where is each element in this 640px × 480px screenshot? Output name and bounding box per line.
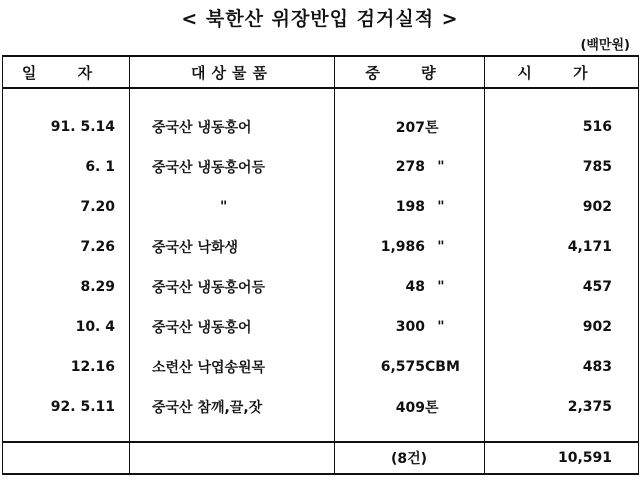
- table-row: [3, 227, 639, 267]
- row-qty-number: 1,986: [380, 239, 425, 255]
- total-value: 10,591: [485, 442, 639, 474]
- row-item: ": [130, 187, 335, 227]
- row-qty-number: 278: [395, 159, 425, 175]
- row-qty-unit: ": [437, 239, 445, 255]
- row-date: 8.29: [3, 267, 130, 307]
- unit-label: (백만원): [580, 38, 630, 53]
- row-qty-unit: ": [437, 199, 445, 215]
- row-qty: [335, 227, 485, 267]
- row-qty-unit: ": [437, 159, 445, 175]
- total-count: (8건): [335, 442, 485, 474]
- table-spacer-row: [3, 88, 639, 107]
- row-date: 12.16: [3, 347, 130, 387]
- row-qty-number: 409: [395, 400, 425, 416]
- total-item: [130, 442, 335, 474]
- table-row: [3, 307, 639, 347]
- row-date: 6. 1: [3, 147, 130, 187]
- seizure-results-table: [2, 55, 639, 475]
- row-qty-unit: CBM: [425, 359, 460, 375]
- row-value: 483: [485, 347, 639, 387]
- row-qty: [335, 347, 485, 387]
- row-qty: [335, 147, 485, 187]
- row-date: 10. 4: [3, 307, 130, 347]
- row-value: 785: [485, 147, 639, 187]
- table-row: [3, 267, 639, 307]
- row-item: 중국산 냉동홍어: [130, 307, 335, 347]
- row-date: 92. 5.11: [3, 387, 130, 442]
- header-date: 일 자: [3, 56, 130, 88]
- row-item: 중국산 낙화생: [130, 227, 335, 267]
- row-qty: [335, 267, 485, 307]
- row-qty: [335, 187, 485, 227]
- row-qty-number: 48: [405, 279, 425, 295]
- row-item: 중국산 냉동홍어등: [130, 267, 335, 307]
- row-item: 중국산 참깨,끌,잣: [130, 387, 335, 442]
- row-qty-unit: ": [437, 319, 445, 335]
- header-item: 대상물품: [130, 56, 335, 88]
- header-value: 시 가: [485, 56, 639, 88]
- table-row: [3, 387, 639, 442]
- row-qty: [335, 307, 485, 347]
- table-header-row: [3, 56, 639, 88]
- row-value: 2,375: [485, 387, 639, 442]
- table-row: [3, 107, 639, 147]
- row-qty-number: 207: [395, 120, 425, 136]
- row-value: 4,171: [485, 227, 639, 267]
- row-qty-unit: ": [437, 279, 445, 295]
- row-qty-number: 198: [395, 199, 425, 215]
- row-value: 902: [485, 307, 639, 347]
- row-qty-number: 6,575: [380, 359, 425, 375]
- row-date: 91. 5.14: [3, 107, 130, 147]
- row-value: 457: [485, 267, 639, 307]
- row-qty-unit: 톤: [425, 400, 439, 416]
- row-qty: [335, 387, 485, 442]
- header-qty: 중 량: [335, 56, 485, 88]
- row-item: 중국산 냉동홍어등: [130, 147, 335, 187]
- page-title: < 북한산 위장반입 검거실적 >: [181, 8, 459, 30]
- row-value: 902: [485, 187, 639, 227]
- table-row: [3, 187, 639, 227]
- row-date: 7.20: [3, 187, 130, 227]
- table-row: [3, 147, 639, 187]
- table-row: [3, 347, 639, 387]
- row-qty-unit: 톤: [425, 120, 439, 136]
- row-item: 중국산 냉동홍어: [130, 107, 335, 147]
- row-value: 516: [485, 107, 639, 147]
- table-total-row: [3, 442, 639, 474]
- row-qty: [335, 107, 485, 147]
- row-date: 7.26: [3, 227, 130, 267]
- total-date: [3, 442, 130, 474]
- row-item: 소련산 낙엽송원목: [130, 347, 335, 387]
- row-qty-number: 300: [395, 319, 425, 335]
